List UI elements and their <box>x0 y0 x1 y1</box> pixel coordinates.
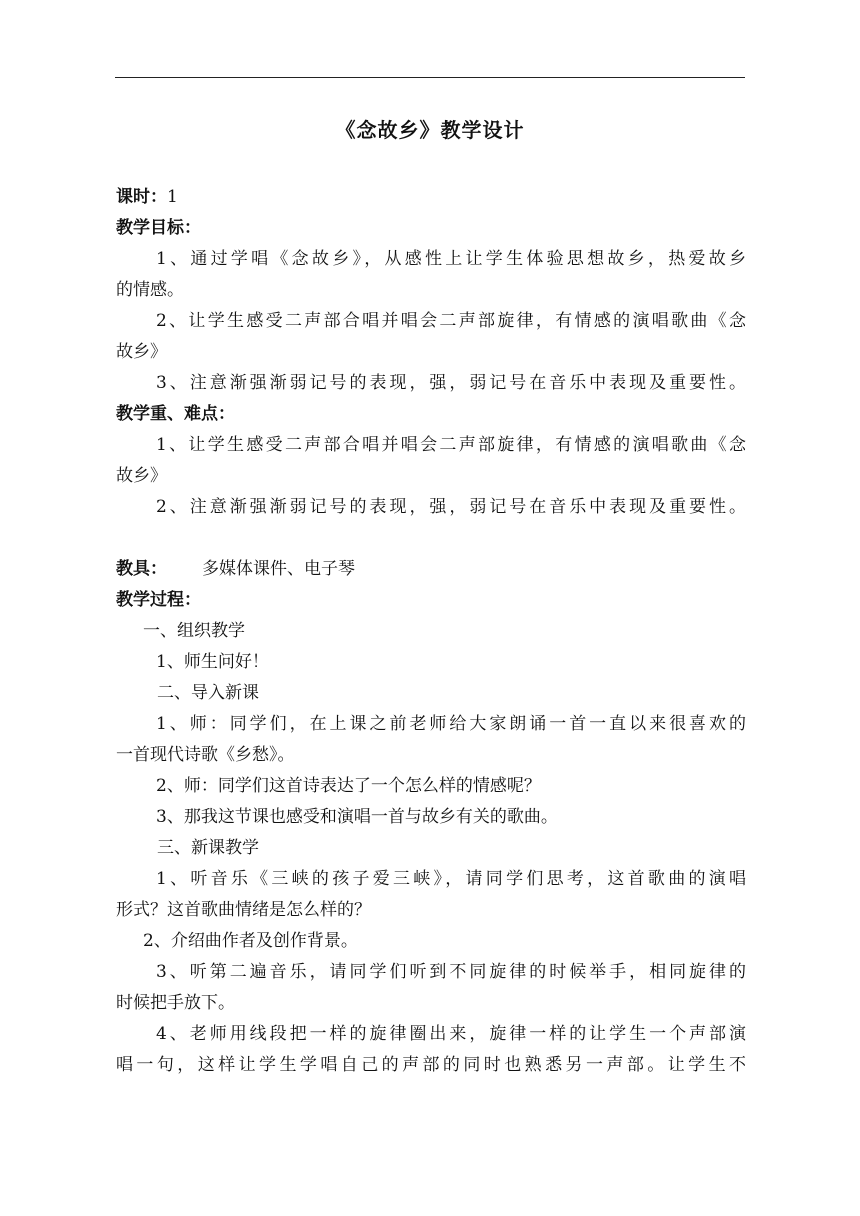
section-2-item-1-line-2: 一首现代诗歌《乡愁》。 <box>116 745 295 765</box>
process-heading: 教学过程： <box>116 590 201 610</box>
key-point-1-line-1: 1、让学生感受二声部合唱并唱会二声部旋律，有情感的演唱歌曲《念 <box>156 435 746 455</box>
section-1-heading: 一、组织教学 <box>143 621 245 641</box>
goal-2-line-1: 2、让学生感受二声部合唱并唱会二声部旋律，有情感的演唱歌曲《念 <box>156 311 746 331</box>
section-3-item-3-line-1: 3、听第二遍音乐，请同学们听到不同旋律的时候举手，相同旋律的 <box>156 962 746 982</box>
tools-label: 教具： <box>116 559 167 579</box>
tools-value: 多媒体课件、电子琴 <box>202 559 355 579</box>
section-3-item-1-line-1: 1、听音乐《三峡的孩子爱三峡》，请同学们思考，这首歌曲的演唱 <box>156 869 746 889</box>
goal-3: 3、注意渐强渐弱记号的表现，强，弱记号在音乐中表现及重要性。 <box>156 373 746 393</box>
lesson-hours-value: 1 <box>167 187 178 207</box>
document-title: 《念故乡》教学设计 <box>335 118 525 142</box>
key-point-2: 2、注意渐强渐弱记号的表现，强，弱记号在音乐中表现及重要性。 <box>156 497 746 517</box>
section-3-heading: 三、新课教学 <box>157 838 259 858</box>
section-3-item-4-line-1: 4、老师用线段把一样的旋律圈出来，旋律一样的让学生一个声部演 <box>156 1024 746 1044</box>
goal-2-line-2: 故乡》 <box>116 342 167 362</box>
section-1-item-1: 1、师生问好！ <box>156 652 269 672</box>
blank-line <box>116 523 746 554</box>
lesson-hours-line <box>116 182 746 213</box>
key-points-heading: 教学重、难点： <box>116 404 235 424</box>
goal-1-line-1: 1、通过学唱《念故乡》，从感性上让学生体验思想故乡，热爱故乡 <box>156 249 746 269</box>
section-2-item-1-line-1: 1、师：同学们，在上课之前老师给大家朗诵一首一直以来很喜欢的 <box>156 714 746 734</box>
section-3-item-2: 2、介绍曲作者及创作背景。 <box>143 931 358 951</box>
section-3-item-1-line-2: 形式？这首歌曲情绪是怎么样的？ <box>116 900 371 920</box>
tools-line <box>116 554 746 585</box>
section-2-item-2: 2、师：同学们这首诗表达了一个怎么样的情感呢？ <box>156 776 541 796</box>
goals-heading: 教学目标： <box>116 218 201 238</box>
section-2-item-3: 3、那我这节课也感受和演唱一首与故乡有关的歌曲。 <box>156 807 558 827</box>
key-point-1-line-2: 故乡》 <box>116 466 167 486</box>
section-3-item-3-line-2: 时候把手放下。 <box>116 993 235 1013</box>
section-2-heading: 二、导入新课 <box>157 683 259 703</box>
goal-1-line-2: 的情感。 <box>116 280 184 300</box>
lesson-hours-label: 课时： <box>116 187 167 207</box>
section-3-item-4-line-2: 唱一句，这样让学生学唱自己的声部的同时也熟悉另一声部。让学生不 <box>116 1055 746 1075</box>
header-rule <box>115 77 745 78</box>
document-body <box>116 182 746 1081</box>
